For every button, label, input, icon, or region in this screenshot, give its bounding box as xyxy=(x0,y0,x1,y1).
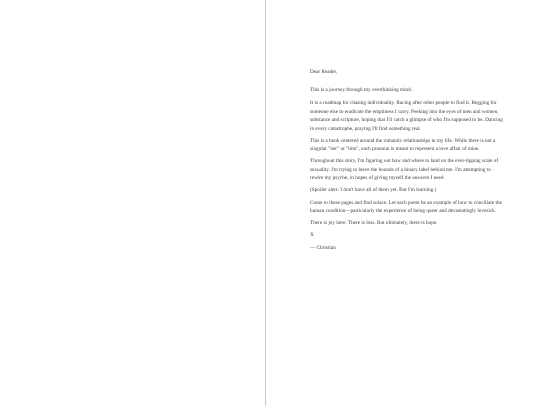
letter-paragraph: This is a journey through my overthinking mind. xyxy=(310,87,413,94)
left-page-blank xyxy=(0,0,265,406)
letter-paragraph: There is joy here. There is loss. But ultimately, there is hope. xyxy=(310,220,438,227)
letter-greeting: Dear Reader, xyxy=(310,69,338,75)
letter-paragraph: (Spoiler alert: I don't have all of them yet. But I'm learning.) xyxy=(310,187,437,194)
letter-closing: X xyxy=(310,232,314,239)
letter-signature: — Christian xyxy=(310,245,336,252)
right-page xyxy=(266,0,533,406)
letter-paragraph: Throughout this story, I'm figuring out how and where to land on the ever-tipping scale of sexuality. I'm trying to leave the bounds of a binary label behind me. I'm attempting to rewire my psyche, in hopes of giving myself the answers I need. xyxy=(310,158,499,182)
letter-paragraph: Come to these pages and find solace. Let each poem be an example of how to conciliate the human condition—particularly the experience of being queer and devastatingly lovesick. xyxy=(310,199,502,214)
letter-paragraph: This is a book centered around the romantic relationships in my life. While there is not a singular "her" or "him", each pronoun is meant to represent a love affair of mine. xyxy=(310,137,496,153)
letter-paragraph: It is a roadmap for chasing individuality. Racing after other people to find it. Begging for someone else to eradicate the emptiness I carry. Peeking into the eyes of men and women, substance and scripture, hoping that I'll catch a glimpse of who I'm supposed to be. Dancing in every catastrophe, praying I'll find something real. xyxy=(310,100,503,132)
letter-to-reader xyxy=(310,68,504,256)
